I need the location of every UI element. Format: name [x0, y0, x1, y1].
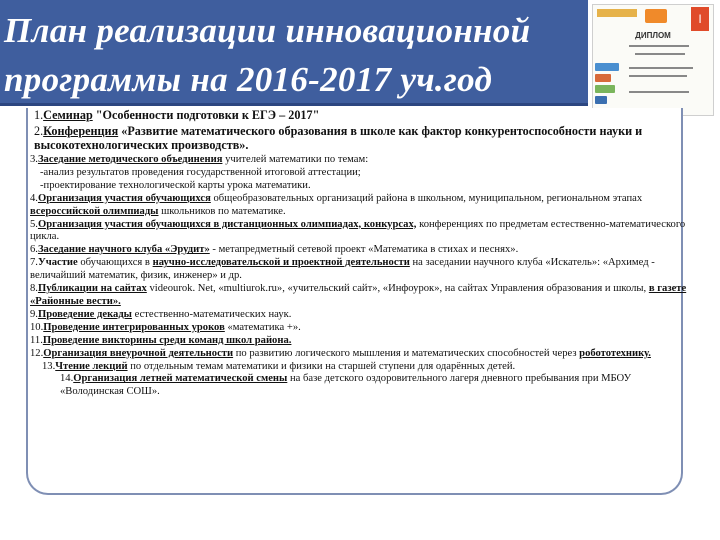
math-tools-illustration	[595, 63, 619, 111]
list-item: 13.Чтение лекций по отдельным темам математики и физики на старшей ступени для одарённых детей.	[42, 360, 516, 372]
list-item: 2.Конференция «Развитие математического образования в школе как фактор конкурентоспособности науки и высокотехнологических производств».	[34, 124, 643, 152]
diploma-heading: ДИПЛОМ	[635, 31, 671, 40]
list-item: 3.Заседание методического объединения учителей математики по темам:	[30, 154, 369, 165]
list-item: 12.Организация внеурочной деятельности по развитию логического мышления и математических способностей через робототехнику.	[30, 347, 651, 359]
list-item: 8.Публикации на сайтах videourok. Net, «multiurok.ru», «учительский сайт», «Инфоурок», на сайтах Управления образования и школы, в газете «Районные вести».	[30, 283, 687, 307]
diploma-badge: I	[691, 7, 709, 31]
list-item: 7.Участие обучающихся в научно-исследовательской и проектной деятельности на заседании научного клуба «Искатель»: «Архимед - величайший математик, физик, инженер» и др.	[30, 257, 655, 282]
list-subitem: -анализ результатов проведения государственной итоговой аттестации;	[40, 166, 361, 178]
diploma-text-line	[629, 75, 687, 77]
diploma-text-line	[629, 67, 693, 69]
list-item: 4.Организация участия обучающихся общеобразовательных организаций района в школьном, муниципальном, региональном этапах всероссийской олимпиады школьников по математике.	[30, 192, 643, 217]
list-item: 5.Организация участия обучающихся в дистанционных олимпиадах, конкурсах, конференциях по предметам естественно-математического цикла.	[30, 218, 686, 243]
list-item: 6.Заседание научного клуба «Эрудит» - метапредметный сетевой проект «Математика в стихах и песнях».	[30, 244, 519, 256]
page-title	[4, 6, 584, 104]
plan-list	[28, 108, 688, 399]
diploma-ornament	[597, 9, 637, 17]
list-item: 14.Организация летней математической смены на базе детского оздоровительного лагеря дневного пребывания при МБОУ «Володинская СОШ».	[60, 373, 632, 398]
title-line-2: программы на 2016-2017 уч.год	[4, 60, 493, 99]
title-line-1: План реализации инновационной	[4, 11, 531, 50]
list-item: 10.Проведение интегрированных уроков «математика +».	[30, 321, 301, 333]
diploma-thumbnail	[592, 4, 714, 116]
diploma-logo	[645, 9, 667, 23]
list-item: 1.Семинар "Особенности подготовки к ЕГЭ – 2017"	[34, 108, 320, 122]
diploma-text-line	[629, 45, 689, 47]
list-item: 9.Проведение декады естественно-математических наук.	[30, 308, 292, 320]
list-item: 11.Проведение викторины среди команд школ района.	[30, 334, 292, 346]
list-subitem: -проектирование технологической карты урока математики.	[40, 179, 311, 191]
title-banner	[0, 0, 588, 106]
diploma-text-line	[629, 91, 689, 93]
diploma-text-line	[635, 53, 685, 55]
